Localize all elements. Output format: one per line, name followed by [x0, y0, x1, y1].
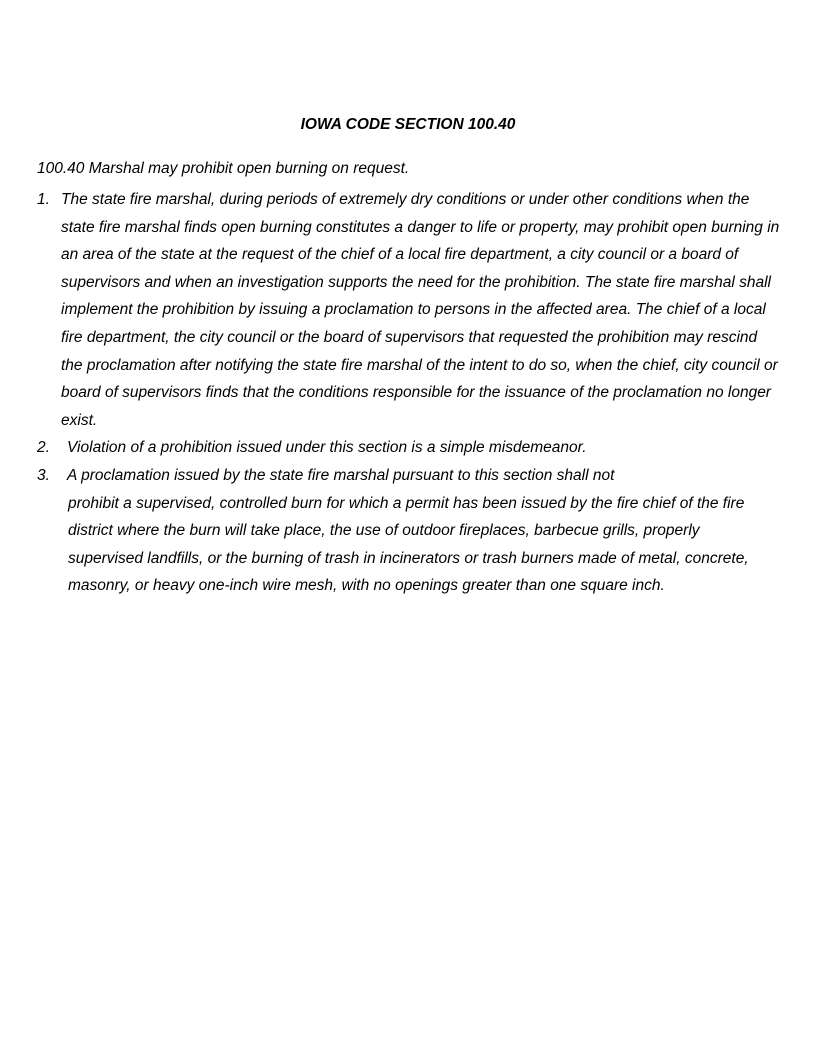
- list-item-text-continuation: prohibit a supervised, controlled burn for which a permit has been issued by the fire chief of the fire district where the burn will take place, the use of outdoor fireplaces, barbecue grills, properly supervised landfills, or the burning of trash in incinerators or trash burners made of metal, concrete, masonry, or heavy one-inch wire mesh, with no openings greater than one square inch.: [68, 494, 749, 595]
- list-item-text: The state fire marshal, during periods of extremely dry conditions or under other conditions when the state fire marshal finds open burning constitutes a danger to life or property, may prohibit open burning in an area of the state at the request of the chief of a local fire department, a city council or a board of supervisors and when an investigation supports the need for the prohibition. The state fire marshal shall implement the prohibition by issuing a proclamation to persons in the affected area. The chief of a local fire department, the city council or the board of supervisors that requested the prohibition may rescind the proclamation after notifying the state fire marshal of the intent to do so, when the chief, city council or board of supervisors finds that the conditions responsible for the issuance of the proclamation no longer exist.: [61, 191, 780, 429]
- list-item-number: 3.: [37, 466, 50, 484]
- list-item-number: 2.: [37, 439, 50, 457]
- document-title: IOWA CODE SECTION 100.40: [300, 116, 516, 133]
- list-item-number: 1.: [37, 191, 50, 208]
- list-item: [37, 434, 782, 462]
- list-item-text-first-line: A proclamation issued by the state fire marshal pursuant to this section shall not: [67, 466, 615, 484]
- list-item: [37, 186, 782, 434]
- list-item: [37, 462, 782, 600]
- section-heading: 100.40 Marshal may prohibit open burning on request.: [37, 160, 410, 177]
- list-item-text: Violation of a prohibition issued under this section is a simple misdemeanor.: [67, 439, 587, 457]
- numbered-list: [37, 186, 782, 600]
